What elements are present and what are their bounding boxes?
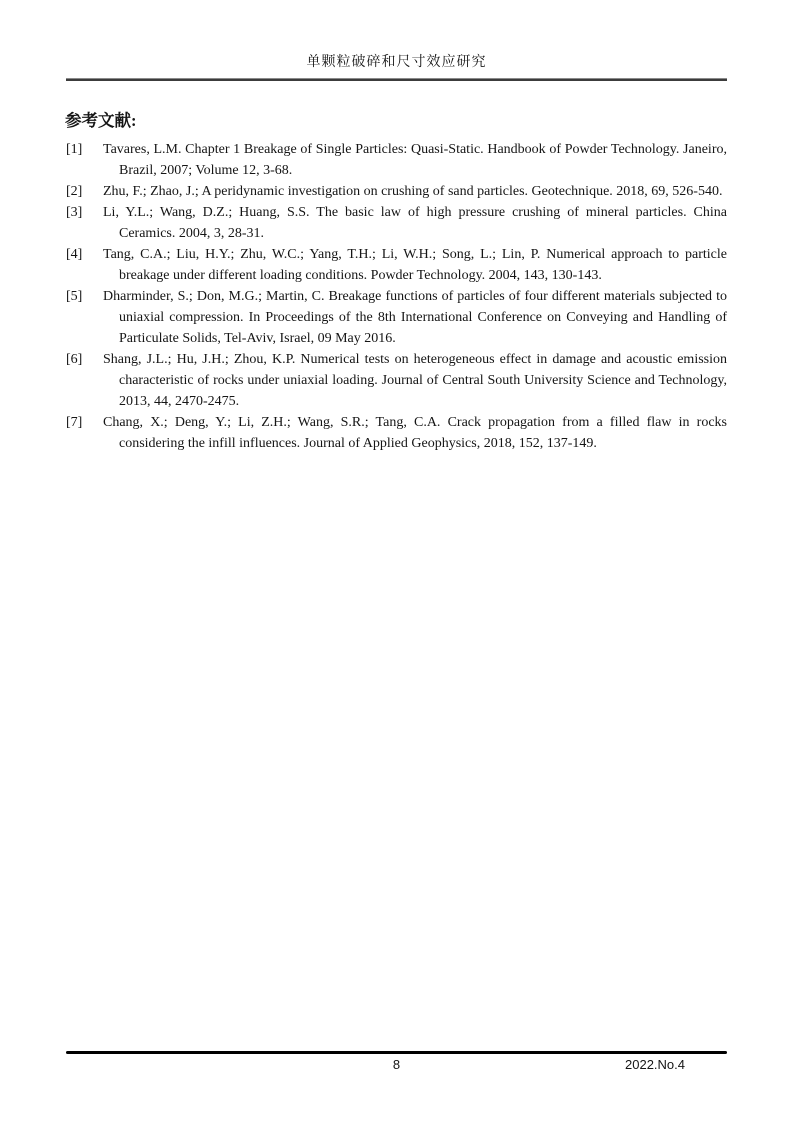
- reference-number: [3]: [66, 205, 83, 220]
- reference-item: [66, 202, 727, 244]
- reference-item: [66, 181, 727, 202]
- reference-number: [4]: [66, 247, 83, 262]
- reference-text: Shang, J.L.; Hu, J.H.; Zhou, K.P. Numerical tests on heterogeneous effect in damage and acoustic emission characteristic of rocks under uniaxial loading. Journal of Central South University Science and Technology, 2013, 44, 2470-2475.: [103, 352, 727, 409]
- reference-text: Zhu, F.; Zhao, J.; A peridynamic investigation on crushing of sand particles. Geotechnique. 2018, 69, 526-540.: [103, 184, 723, 199]
- header-divider: [66, 78, 727, 81]
- reference-item: [66, 286, 727, 349]
- reference-text: Dharminder, S.; Don, M.G.; Martin, C. Breakage functions of particles of four different materials subjected to uniaxial compression. In Proceedings of the 8th International Conference on Conveying and Handling of Particulate Solids, Tel-Aviv, Israel, 09 May 2016.: [103, 289, 727, 346]
- reference-number: [6]: [66, 352, 83, 367]
- footer-divider: [66, 1051, 727, 1054]
- reference-number: [1]: [66, 142, 83, 157]
- reference-text: Li, Y.L.; Wang, D.Z.; Huang, S.S. The basic law of high pressure crushing of mineral particles. China Ceramics. 2004, 3, 28-31.: [103, 205, 727, 241]
- page-number: 8: [392, 1057, 401, 1072]
- reference-item: [66, 244, 727, 286]
- reference-text: Chang, X.; Deng, Y.; Li, Z.H.; Wang, S.R.; Tang, C.A. Crack propagation from a filled flaw in rocks considering the infill influences. Journal of Applied Geophysics, 2018, 152, 137-149.: [103, 415, 727, 451]
- reference-number: [2]: [66, 184, 83, 199]
- reference-item: [66, 139, 727, 181]
- reference-item: [66, 412, 727, 454]
- reference-number: [5]: [66, 289, 83, 304]
- references-heading: 参考文献:: [65, 111, 137, 130]
- reference-text: Tavares, L.M. Chapter 1 Breakage of Single Particles: Quasi-Static. Handbook of Powder Technology. Janeiro, Brazil, 2007; Volume 12, 3-68.: [103, 142, 727, 178]
- reference-number: [7]: [66, 415, 83, 430]
- reference-text: Tang, C.A.; Liu, H.Y.; Zhu, W.C.; Yang, T.H.; Li, W.H.; Song, L.; Lin, P. Numerical approach to particle breakage under different loading conditions. Powder Technology. 2004, 143, 130-143.: [103, 247, 727, 283]
- reference-list: [66, 139, 727, 454]
- journal-issue-label: 2022.No.4: [625, 1057, 685, 1072]
- reference-item: [66, 349, 727, 412]
- running-head-title: 单颗粒破碎和尺寸效应研究: [306, 55, 487, 70]
